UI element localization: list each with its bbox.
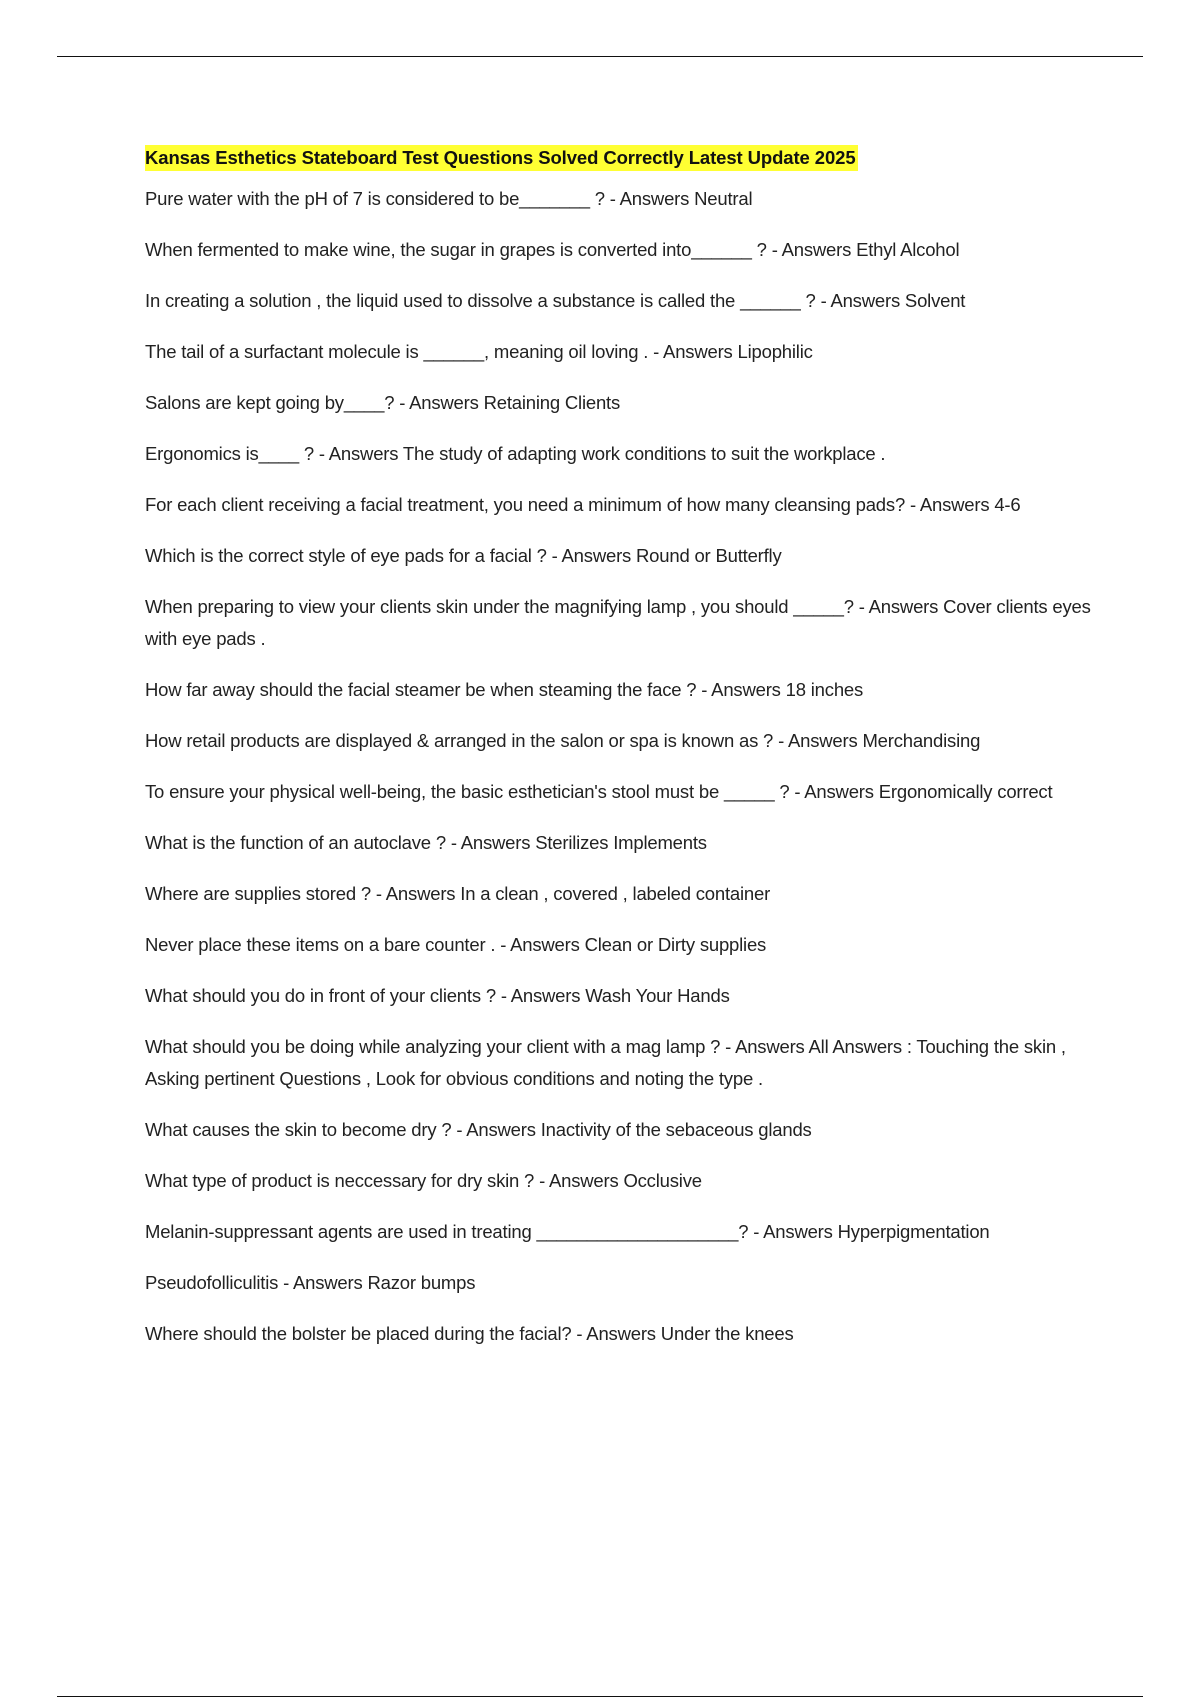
qa-item: What causes the skin to become dry ? - Answers Inactivity of the sebaceous glands xyxy=(145,1119,812,1140)
qa-item: How retail products are displayed & arranged in the salon or spa is known as ? - Answers Merchandising xyxy=(145,730,981,751)
qa-item: Which is the correct style of eye pads for a facial ? - Answers Round or Butterfly xyxy=(145,545,782,566)
qa-item: Pseudofolliculitis - Answers Razor bumps xyxy=(145,1272,476,1293)
qa-item: What should you be doing while analyzing your client with a mag lamp ? - Answers All Answers : Touching the skin , Asking pertinent Questions , Look for obvious conditions and noting the type . xyxy=(145,1036,1066,1089)
qa-item: Melanin-suppressant agents are used in treating ____________________? - Answers Hyperpigmentation xyxy=(145,1221,990,1242)
qa-item: Where are supplies stored ? - Answers In a clean , covered , labeled container xyxy=(145,883,771,904)
qa-item: The tail of a surfactant molecule is ______, meaning oil loving . - Answers Lipophilic xyxy=(145,341,813,362)
qa-item: Where should the bolster be placed during the facial? - Answers Under the knees xyxy=(145,1323,794,1344)
qa-item: When preparing to view your clients skin under the magnifying lamp , you should _____? - Answers Cover clients eyes with eye pads . xyxy=(145,596,1091,649)
qa-item: Pure water with the pH of 7 is considered to be_______ ? - Answers Neutral xyxy=(145,188,753,209)
qa-item: How far away should the facial steamer be when steaming the face ? - Answers 18 inches xyxy=(145,679,864,700)
qa-item: Salons are kept going by____? - Answers Retaining Clients xyxy=(145,392,621,413)
qa-item: For each client receiving a facial treatment, you need a minimum of how many cleansing pads? - Answers 4-6 xyxy=(145,494,1021,515)
qa-item: Ergonomics is____ ? - Answers The study of adapting work conditions to suit the workplace . xyxy=(145,443,886,464)
document-body xyxy=(145,145,1095,1369)
document-title: Kansas Esthetics Stateboard Test Questions Solved Correctly Latest Update 2025 xyxy=(145,145,858,171)
qa-item: In creating a solution , the liquid used to dissolve a substance is called the ______ ? - Answers Solvent xyxy=(145,290,966,311)
qa-item: Never place these items on a bare counter . - Answers Clean or Dirty supplies xyxy=(145,934,767,955)
bottom-rule xyxy=(57,1696,1143,1697)
qa-item: When fermented to make wine, the sugar in grapes is converted into______ ? - Answers Ethyl Alcohol xyxy=(145,239,960,260)
qa-item: What type of product is neccessary for dry skin ? - Answers Occlusive xyxy=(145,1170,702,1191)
qa-item: To ensure your physical well-being, the basic esthetician's stool must be _____ ? - Answers Ergonomically correct xyxy=(145,781,1053,802)
top-rule xyxy=(57,56,1143,57)
qa-list xyxy=(145,183,1095,1350)
qa-item: What is the function of an autoclave ? - Answers Sterilizes Implements xyxy=(145,832,707,853)
qa-item: What should you do in front of your clients ? - Answers Wash Your Hands xyxy=(145,985,730,1006)
